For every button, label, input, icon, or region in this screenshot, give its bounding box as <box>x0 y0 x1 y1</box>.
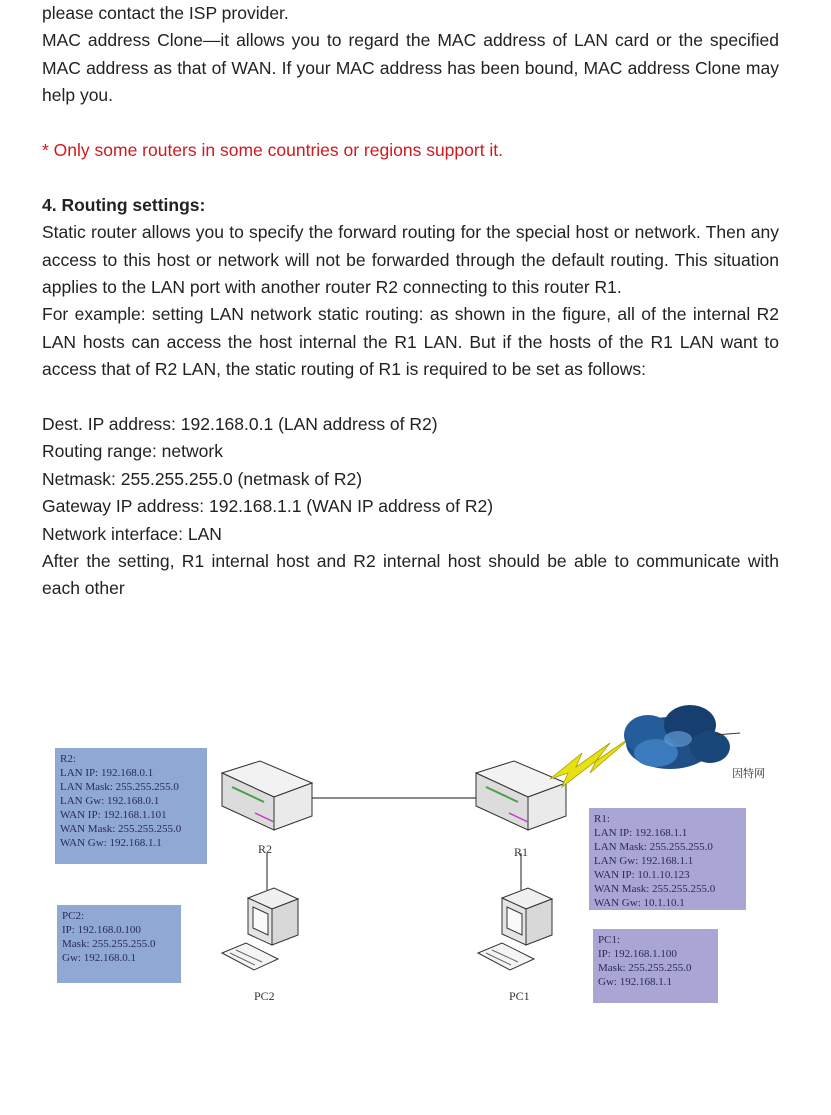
setting-interface: Network interface: LAN <box>42 523 222 544</box>
r1-info-line: LAN Mask: 255.255.255.0 <box>594 841 713 853</box>
pc1-info-box <box>593 929 718 1003</box>
r1-info-line: WAN IP: 10.1.10.123 <box>594 869 690 881</box>
setting-gateway: Gateway IP address: 192.168.1.1 (WAN IP address of R2) <box>42 496 494 517</box>
router-r2-icon <box>222 761 312 830</box>
r2-info-line: WAN Mask: 255.255.255.0 <box>60 823 182 835</box>
pc1-info-line: Mask: 255.255.255.0 <box>598 962 692 974</box>
pc1-info-line: IP: 192.168.1.100 <box>598 948 677 960</box>
r2-info-line: LAN IP: 192.168.0.1 <box>60 767 154 779</box>
r2-info-line: WAN IP: 192.168.1.101 <box>60 809 167 821</box>
router-r2-label: R2 <box>258 842 273 856</box>
pc1-info-line: PC1: <box>598 934 621 946</box>
region-support-note: * Only some routers in some countries or regions support it. <box>42 140 504 161</box>
r2-info-line: WAN Gw: 192.168.1.1 <box>60 837 162 849</box>
paragraph-isp: please contact the ISP provider. <box>42 3 289 23</box>
r1-info-line: WAN Mask: 255.255.255.0 <box>594 883 716 895</box>
paragraph-after-setting: After the setting, R1 internal host and R2 internal host should be able to communicate with each other <box>42 551 779 599</box>
pc2-info-box <box>57 905 181 983</box>
pc1-info-line: Gw: 192.168.1.1 <box>598 976 672 988</box>
pc1-label: PC1 <box>509 989 530 1003</box>
setting-dest-ip: Dest. IP address: 192.168.0.1 (LAN address of R2) <box>42 414 438 435</box>
pc2-computer-icon <box>222 888 298 970</box>
paragraph-static-router: Static router allows you to specify the forward routing for the special host or network. Then any access to this host or network will not be forwarded through the default routing. This situation applies to the LAN port with another router R2 connecting to this router R1. <box>42 222 779 298</box>
pc1-computer-icon <box>478 888 552 970</box>
paragraph-mac-clone: MAC address Clone—it allows you to regard the MAC address of LAN card or the specified MAC address as that of WAN. If your MAC address has been bound, MAC address Clone may help you. <box>42 30 779 106</box>
r1-info-line: LAN Gw: 192.168.1.1 <box>594 855 694 867</box>
r2-info-line: R2: <box>60 753 76 765</box>
internet-cloud-icon <box>624 705 740 769</box>
pc2-info-line: Gw: 192.168.0.1 <box>62 952 136 964</box>
internet-label: 因特网 <box>732 768 765 780</box>
r1-info-box <box>589 808 746 910</box>
network-diagram <box>50 695 780 1015</box>
pc2-info-line: IP: 192.168.0.100 <box>62 924 141 936</box>
r1-info-line: R1: <box>594 813 610 825</box>
section-heading-routing: 4. Routing settings: <box>42 194 206 215</box>
setting-routing-range: Routing range: network <box>42 441 223 462</box>
router-r1-label: R1 <box>514 845 529 859</box>
document-text <box>42 0 779 603</box>
pc2-info-line: PC2: <box>62 910 85 922</box>
pc2-info-line: Mask: 255.255.255.0 <box>62 938 156 950</box>
pc2-label: PC2 <box>254 989 275 1003</box>
router-r1-icon <box>476 761 566 830</box>
r1-info-line: WAN Gw: 10.1.10.1 <box>594 897 685 909</box>
r1-info-line: LAN IP: 192.168.1.1 <box>594 827 688 839</box>
paragraph-example: For example: setting LAN network static routing: as shown in the figure, all of the internal R2 LAN hosts can access the host internal the R1 LAN. But if the hosts of the R1 LAN want to access that of R2 LAN, the static routing of R1 is required to be set as follows: <box>42 304 779 380</box>
r2-info-line: LAN Gw: 192.168.0.1 <box>60 795 160 807</box>
setting-netmask: Netmask: 255.255.255.0 (netmask of R2) <box>42 468 363 489</box>
r2-info-line: LAN Mask: 255.255.255.0 <box>60 781 179 793</box>
lightning-icon <box>550 735 634 787</box>
r2-info-box <box>55 748 207 864</box>
